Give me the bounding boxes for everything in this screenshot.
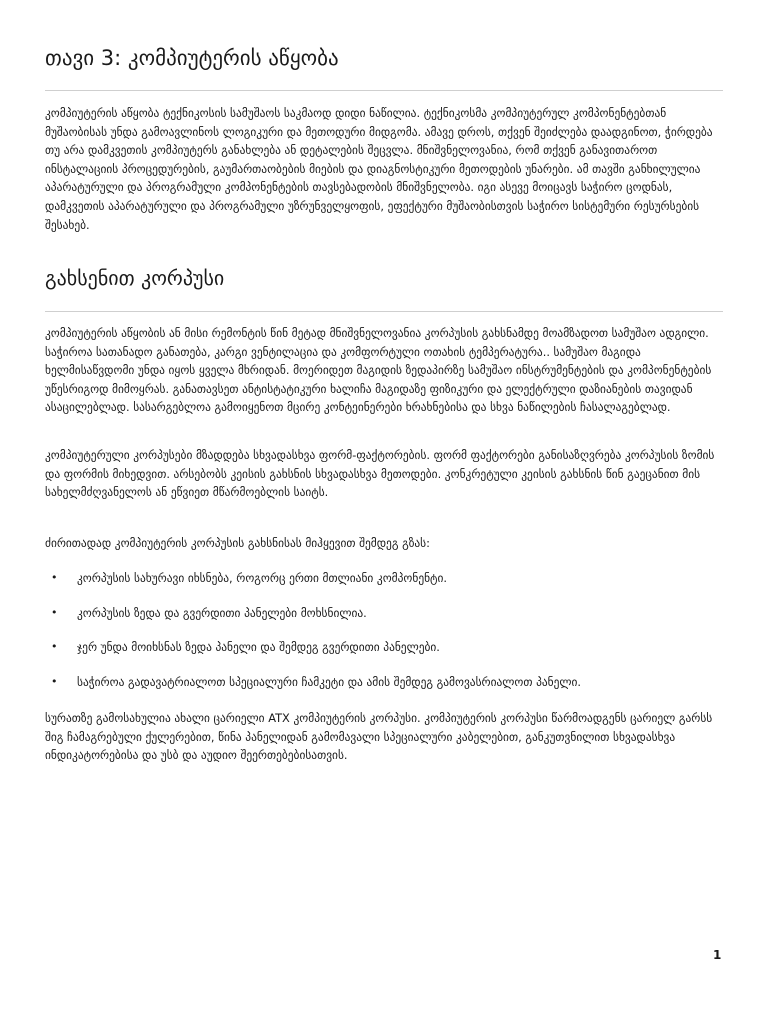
step-text: კორპუსის ზედა და გვერდითი პანელები მოხსნილია. [77,605,367,620]
step-text: საჭიროა გადავატრიალოთ სპეციალური ჩამკეტი და ამის შემდეგ გამოვასრიალოთ პანელი. [77,674,582,689]
list-item [45,569,723,604]
section-title: გახსენით კორპუსი [45,266,225,290]
step-text: კორპუსის სახურავი იხსნება, როგორც ერთი მთლიანი კომპონენტი. [77,571,448,585]
bullet-icon: • [51,571,58,584]
step-text: ჯერ უნდა მოიხსნას ზედა პანელი და შემდეგ გვერდითი პანელები. [77,640,440,654]
list-item [45,604,723,639]
workspace-paragraph: კომპიუტერის აწყობის ან მისი რემონტის წინ მეტად მნიშვნელოვანია კორპუსის გახსნამდე მოამზადოთ სამუშაო ადგილი. საჭიროა სათანადო განათება, კარგი ვენტილაცია და კომფორტული ოთახის ტემპერატურა.. სამუშაო მაგიდა ხელმისაწვდომი უნდა იყოს ყველა მხრიდან. მოერიდეთ მაგიდის ზედაპირზე სამუშაო ინსტრუმენტების და კომპონენტების უწესრიგოდ მიმოყრას. განათავსეთ ანტისტატიკური ხალიჩა მაგიდაზე ფიზიკური და ელექტრული დაზიანების თავიდან ასაცილებლად. სასარგებლოა გამოიყენოთ მცირე კონტეინერები ხრახნებისა და სხვა ნაწილების ჩასალაგებლად. [45,326,712,415]
atx-case-paragraph: სურათზე გამოსახულია ახალი ცარიელი ATX კომპიუტერის კორპუსი. კომპიუტერის კორპუსი წარმოადგენს ცარიელ გარსს შიგ ჩამაგრებული ქულერებით, წინა პანელიდან გამომავალი სპეციალური კაბელებით, განკუთვნილით სხვადასხვა ინდიკატორებისა და უსბ და აუდიო შეერთებებისათვის. [45,711,713,763]
page-number: 1 [713,948,722,962]
bullet-icon: • [51,640,58,653]
section-divider [45,311,723,312]
bullet-icon: • [51,674,58,688]
list-item [45,638,723,673]
title-divider [45,90,723,91]
list-item [45,673,723,708]
steps-intro-paragraph: ძირითადად კომპიუტერის კორპუსის გახსნისას მიჰყევით შემდეგ გზას: [45,536,430,550]
form-factor-paragraph: კომპიუტერული კორპუსები მზადდება სხვადასხვა ფორმ-ფაქტორების. ფორმ ფაქტორები განისაზღვრება კორპუსის ზომის და ფორმის მიხედვით. არსებობს კეისის გახსნის სხვადასხვა მეთოდები. კონკრეტული კეისის გახსნის წინ გაეცანით მის სახელმძღვანელოს ან ეწვიეთ მწარმოებლის საიტს. [45,448,715,500]
chapter-title: თავი 3: კომპიუტერის აწყობა [45,46,339,70]
chapter-intro-paragraph: კომპიუტერის აწყობა ტექნიკოსის სამუშაოს საკმაოდ დიდი ნაწილია. ტექნიკოსმა კომპიუტერულ კომპონენტებთან მუშაობისას უნდა გამოავლინოს ლოგიკური და მეთოდური მიდგომა. ამავე დროს, თქვენ შეიძლება დაადგინოთ, ჭირდება თუ არა დამკვეთის კომპიუტერს განახლება ან დეტალების შეცვლა. მნიშვნელოვანია, რომ თქვენ განავითაროთ ინსტალაციის პროცედურების, გაუმართაობების მიების და დიაგნოსტიკური მეთოდების უნარები. ამ თავში განხილულია აპარატურული და პროგრამული კომპონენტების თავსებადობის მნიშვნელობა. იგი ასევე მოიცავს საჭირო ცოდნას, დამკვეთის აპარატურული და პროგრამული უზრუნველყოფის, ეფექტური მუშაობისთვის საჭირო სისტემური რესურსების შესახებ. [45,106,713,232]
steps-list [45,569,723,707]
bullet-icon: • [51,605,58,619]
